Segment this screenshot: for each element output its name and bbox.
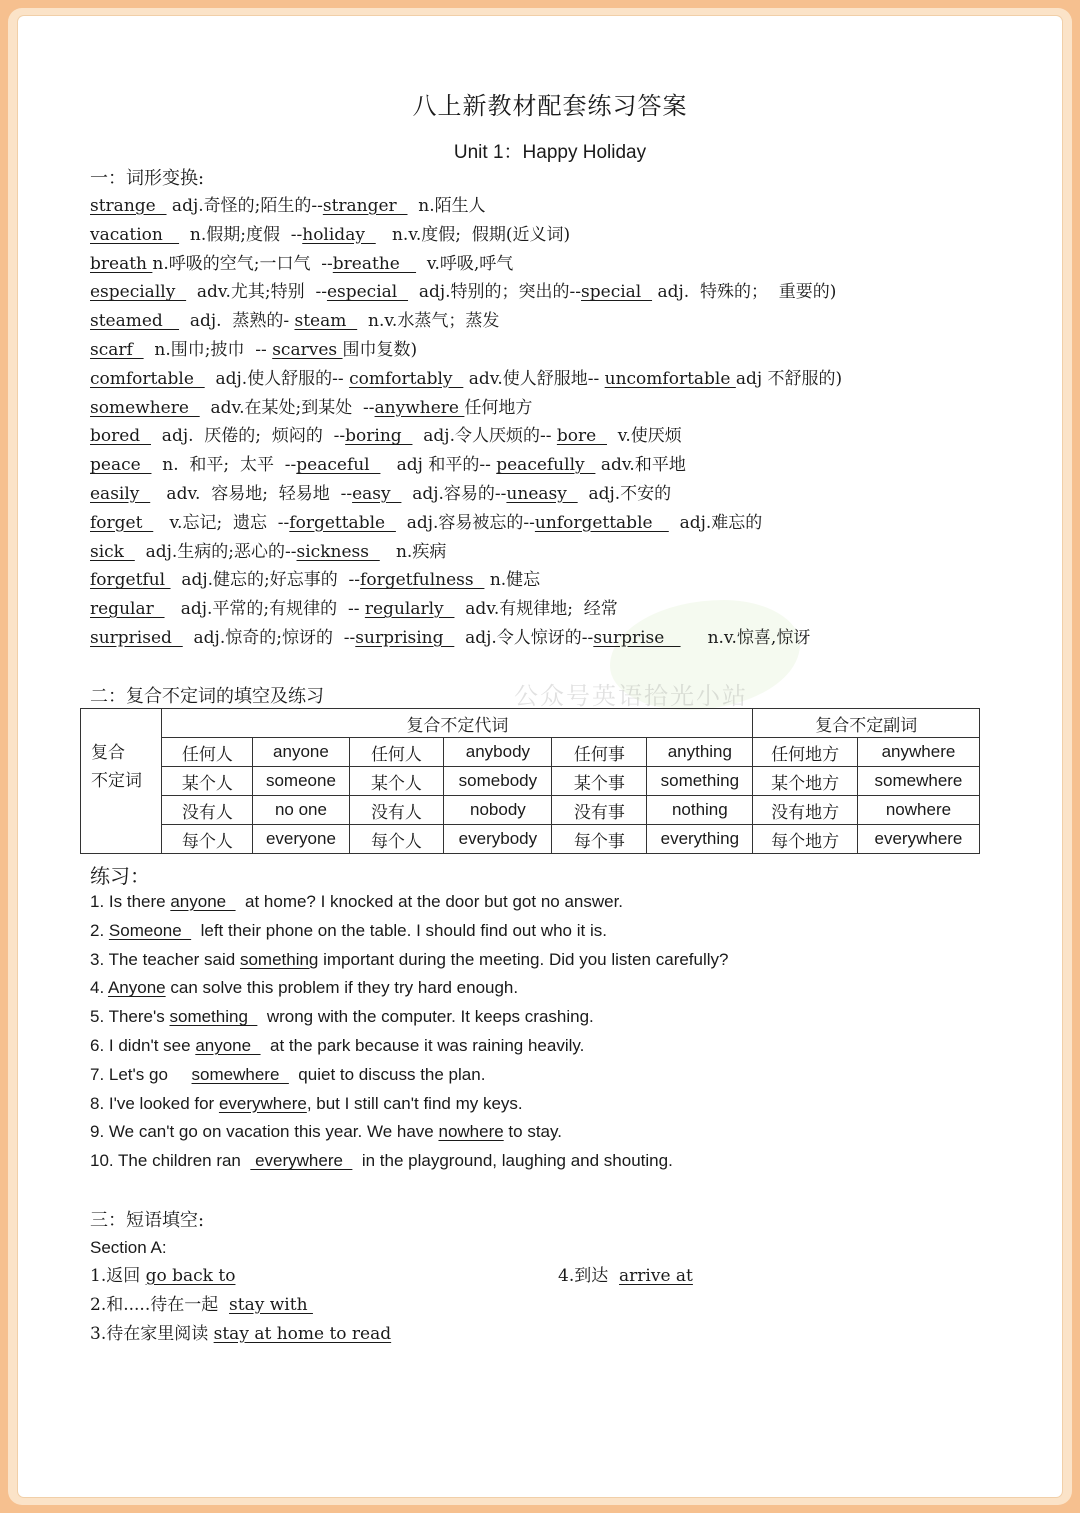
table-cell-word: nobody	[444, 796, 552, 825]
text-segment: adj.使人舒服的--	[204, 368, 350, 389]
adverb-header: 复合不定副词	[753, 709, 980, 738]
exercise-item	[90, 1092, 523, 1116]
answer-blank: easily	[90, 484, 151, 504]
table-cell-meaning: 每个人	[162, 825, 253, 854]
indefinite-words-table	[80, 708, 980, 854]
practice-heading: 练习：	[90, 864, 150, 888]
table-cell-meaning: 每个人	[349, 825, 444, 854]
text-segment: 10. The children ran	[90, 1151, 251, 1171]
text-segment: n.围巾;披巾 --	[143, 340, 273, 360]
table-cell-word: somewhere	[857, 767, 979, 796]
word-form-line	[90, 597, 618, 621]
answer-blank: surprise	[593, 628, 681, 648]
answer-blank: peace	[90, 455, 152, 476]
text-segment: adv.有规律地; 经常	[454, 599, 618, 620]
answer-blank: somewhere	[191, 1064, 289, 1084]
table-side-label	[81, 709, 162, 854]
answer-blank: strange	[90, 196, 167, 216]
word-form-line	[90, 453, 686, 477]
exercise-item	[90, 890, 623, 914]
text-segment: adj.生病的;恶心的--	[134, 541, 297, 562]
answer-blank: anyone	[195, 1036, 261, 1055]
watermark-text: 公众号英语拾光小站	[514, 682, 748, 710]
answer-blank: vacation	[90, 224, 180, 245]
table-cell-word: anywhere	[857, 738, 979, 767]
exercise-item	[90, 976, 518, 1000]
answer-blank: unforgettable	[534, 512, 669, 533]
answer-blank: something	[169, 1007, 258, 1027]
answer-blank: surprised	[90, 628, 183, 648]
answer-blank: comfortable	[90, 368, 205, 389]
answer-blank: anyone	[170, 892, 236, 911]
answer-blank: surprising	[355, 628, 455, 648]
text-segment: 2.	[90, 920, 109, 940]
text-segment: 2.和.....待在一起	[90, 1295, 230, 1315]
answer-blank: stay at home to read	[213, 1324, 392, 1344]
phrase-item	[90, 1322, 391, 1346]
answer-blank: breath	[90, 253, 153, 274]
text-segment: adv.和平地	[595, 455, 686, 476]
word-form-line	[90, 309, 499, 333]
word-form-line	[90, 280, 836, 304]
answer-blank: nowhere	[438, 1122, 504, 1142]
word-form-line	[90, 338, 417, 362]
text-segment: 4.	[90, 978, 108, 998]
answer-blank: uncomfortable	[604, 368, 736, 389]
text-segment: 7. Let's go	[90, 1064, 192, 1084]
answer-blank: especial	[326, 282, 409, 303]
table-cell-word: anyone	[253, 738, 349, 767]
table-cell-meaning: 某个人	[349, 767, 444, 796]
answer-blank: everywhere	[218, 1093, 307, 1113]
text-segment: adj.健忘的;好忘事的 --	[170, 570, 361, 591]
answer-blank: comfortably	[349, 368, 464, 389]
answer-blank: regular	[90, 599, 165, 620]
text-segment: in the playground, laughing and shouting.	[352, 1151, 673, 1171]
text-segment: adj.不安的	[577, 484, 672, 504]
word-form-line	[90, 626, 810, 650]
table-cell-meaning: 没有人	[162, 796, 253, 825]
text-segment: adj.难忘的	[668, 512, 763, 533]
answer-blank: Anyone	[107, 978, 166, 998]
text-segment: 围巾复数)	[342, 340, 418, 360]
text-segment: adj.令人惊讶的--	[454, 628, 594, 648]
side-label-line2: 不定词	[91, 771, 142, 791]
text-segment: n.呼吸的空气;一口气 --	[152, 253, 333, 274]
table-cell-meaning: 任何地方	[753, 738, 857, 767]
answer-blank: holiday	[302, 224, 376, 245]
answer-blank: stay with	[229, 1295, 313, 1315]
word-form-line	[90, 482, 671, 506]
phrase-item	[90, 1264, 235, 1288]
section2-heading: 二：复合不定词的填空及练习	[90, 686, 324, 707]
text-segment: adj. 厌倦的; 烦闷的 --	[151, 426, 346, 447]
text-segment: adj.特别的；突出的--	[408, 282, 582, 303]
word-form-line	[90, 424, 682, 448]
answer-blank: forgettable	[289, 512, 396, 533]
exercise-item	[90, 919, 607, 943]
text-segment: 3.待在家里阅读	[90, 1324, 214, 1344]
answer-blank: special	[581, 282, 653, 303]
text-segment: adj. 特殊的； 重要的)	[652, 282, 837, 303]
text-segment: n.疾病	[379, 541, 447, 562]
phrase-item	[90, 1293, 313, 1317]
answer-blank: everywhere	[250, 1151, 353, 1171]
answer-blank: regularly	[364, 599, 455, 620]
exercise-item	[90, 1034, 584, 1058]
text-segment: n.健忘	[484, 570, 541, 591]
text-segment: 9. We can't go on vacation this year. We have	[90, 1122, 439, 1142]
table-cell-meaning: 某个人	[162, 767, 253, 796]
text-segment: adj 不舒服的)	[735, 368, 843, 389]
table-cell-meaning: 每个地方	[753, 825, 857, 854]
table-header-row	[81, 709, 980, 738]
table-cell-word: no one	[253, 796, 349, 825]
answer-blank: boring	[345, 426, 413, 447]
table-cell-word: nothing	[647, 796, 753, 825]
text-segment: adj.奇怪的;陌生的--	[166, 196, 323, 216]
table-cell-meaning: 某个地方	[753, 767, 857, 796]
section3-heading: 三：短语填空:	[90, 1210, 205, 1231]
text-segment: left their phone on the table. I should find out who it is.	[191, 920, 607, 940]
text-segment: adj.惊奇的;惊讶的 --	[182, 628, 356, 648]
table-row	[81, 796, 980, 825]
table-cell-meaning: 每个事	[552, 825, 647, 854]
unit-subtitle: Unit 1：Happy Holiday	[453, 142, 647, 163]
text-segment: n.v.度假; 假期(近义词)	[375, 224, 571, 245]
table-cell-word: everybody	[444, 825, 552, 854]
answer-blank: peaceful	[296, 455, 381, 476]
table-cell-meaning: 任何人	[162, 738, 253, 767]
table-cell-word: something	[647, 767, 753, 796]
answer-blank: breathe	[332, 253, 417, 274]
text-segment: important during the meeting. Did you listen carefully?	[318, 949, 729, 969]
text-segment: adv. 容易地; 轻易地 --	[150, 484, 353, 504]
answer-blank: bored	[90, 426, 151, 447]
table-cell-meaning: 没有人	[349, 796, 444, 825]
text-segment: 3. The teacher said	[90, 949, 240, 969]
answer-blank: arrive at	[619, 1266, 693, 1286]
answer-blank: sickness	[296, 541, 380, 562]
table-cell-word: everything	[647, 825, 753, 854]
text-segment: can solve this problem if they try hard enough.	[165, 978, 519, 998]
text-segment: v.忘记; 遗忘 --	[153, 512, 290, 533]
answer-blank: bore	[556, 426, 607, 447]
text-segment: n.v.惊喜,惊讶	[680, 628, 811, 648]
text-segment: adj.令人厌烦的--	[412, 426, 557, 447]
text-segment: 任何地方	[464, 397, 533, 418]
table-cell-word: somebody	[444, 767, 552, 796]
table-cell-word: everyone	[253, 825, 349, 854]
table-row	[81, 825, 980, 854]
word-form-line	[90, 568, 540, 592]
table-cell-meaning: 某个事	[552, 767, 647, 796]
answer-blank: forgetful	[90, 570, 171, 591]
exercise-item	[90, 1120, 562, 1144]
answer-blank: easy	[352, 484, 402, 504]
exercise-item	[90, 1063, 485, 1087]
exercise-item	[90, 1005, 594, 1029]
answer-blank: steam	[294, 311, 358, 332]
answer-blank: somewhere	[90, 397, 200, 418]
table-cell-meaning: 任何事	[552, 738, 647, 767]
text-segment: to stay.	[503, 1122, 562, 1142]
side-label-line1: 复合	[91, 743, 125, 763]
answer-blank: especially	[90, 282, 187, 303]
section1-heading: 一：词形变换:	[90, 168, 205, 189]
text-segment: at home? I knocked at the door but got no answer.	[235, 892, 624, 911]
answer-blank: go back to	[145, 1266, 236, 1286]
text-segment: 1. Is there	[90, 892, 171, 911]
exercise-item	[90, 1149, 673, 1173]
table-cell-word: everywhere	[857, 825, 979, 854]
text-segment: 5. There's	[90, 1007, 170, 1027]
text-segment: quiet to discuss the plan.	[288, 1064, 486, 1084]
text-segment: adj.容易的--	[401, 484, 507, 504]
answer-blank: uneasy	[506, 484, 578, 504]
table-cell-word: nowhere	[857, 796, 979, 825]
answer-blank: stranger	[322, 196, 408, 216]
text-segment: at the park because it was raining heavily.	[260, 1036, 585, 1055]
text-segment: 4.到达	[558, 1266, 620, 1286]
document-title: 八上新教材配套练习答案	[412, 92, 688, 120]
text-segment: adv.尤其;特别 --	[186, 282, 327, 303]
table-cell-meaning: 没有事	[552, 796, 647, 825]
exercise-item	[90, 948, 729, 972]
answer-blank: something	[239, 949, 319, 969]
text-segment: 6. I didn't see	[90, 1036, 196, 1055]
text-segment: adv.使人舒服地--	[463, 368, 605, 389]
text-segment: adj.容易被忘的--	[395, 512, 535, 533]
answer-blank: anywhere	[374, 397, 465, 418]
answer-blank: Someone	[108, 920, 192, 940]
word-form-line	[90, 511, 762, 535]
table-cell-word: someone	[253, 767, 349, 796]
text-segment: adj 和平的--	[380, 455, 497, 476]
word-form-line	[90, 396, 532, 420]
answer-blank: forget	[90, 512, 154, 533]
pronoun-header: 复合不定代词	[162, 709, 753, 738]
text-segment: adj.平常的;有规律的 --	[164, 599, 365, 620]
answer-blank: forgetfulness	[360, 570, 485, 591]
answer-blank: steamed	[90, 311, 180, 332]
text-segment: wrong with the computer. It keeps crashing.	[257, 1007, 594, 1027]
text-segment: adj. 蒸熟的-	[179, 311, 295, 332]
table-row	[81, 767, 980, 796]
text-segment: n.v.水蒸气；蒸发	[357, 311, 500, 332]
word-form-line	[90, 252, 513, 276]
text-segment: 1.返回	[90, 1266, 146, 1286]
word-form-line	[90, 223, 570, 247]
phrase-item	[558, 1264, 693, 1288]
word-form-line	[90, 194, 486, 218]
table-cell-word: anybody	[444, 738, 552, 767]
text-segment: n. 和平; 太平 --	[151, 455, 297, 476]
word-form-line	[90, 367, 842, 391]
table-row	[81, 738, 980, 767]
text-segment: , but I still can't find my keys.	[306, 1093, 523, 1113]
answer-blank: sick	[90, 541, 135, 562]
answer-blank: peacefully	[496, 455, 596, 476]
section-a-label: Section A:	[90, 1238, 167, 1257]
text-segment: n.假期;度假 --	[179, 224, 303, 245]
answer-blank: scarves	[272, 340, 343, 360]
text-segment: 8. I've looked for	[90, 1093, 219, 1113]
table-cell-word: anything	[647, 738, 753, 767]
text-segment: v.呼吸,呼气	[416, 253, 514, 274]
table-cell-meaning: 没有地方	[753, 796, 857, 825]
text-segment: v.使厌烦	[607, 426, 682, 447]
table-cell-meaning: 任何人	[349, 738, 444, 767]
word-form-line	[90, 540, 446, 564]
text-segment: n.陌生人	[407, 196, 486, 216]
text-segment: adv.在某处;到某处 --	[199, 397, 375, 418]
answer-blank: scarf	[90, 340, 144, 360]
